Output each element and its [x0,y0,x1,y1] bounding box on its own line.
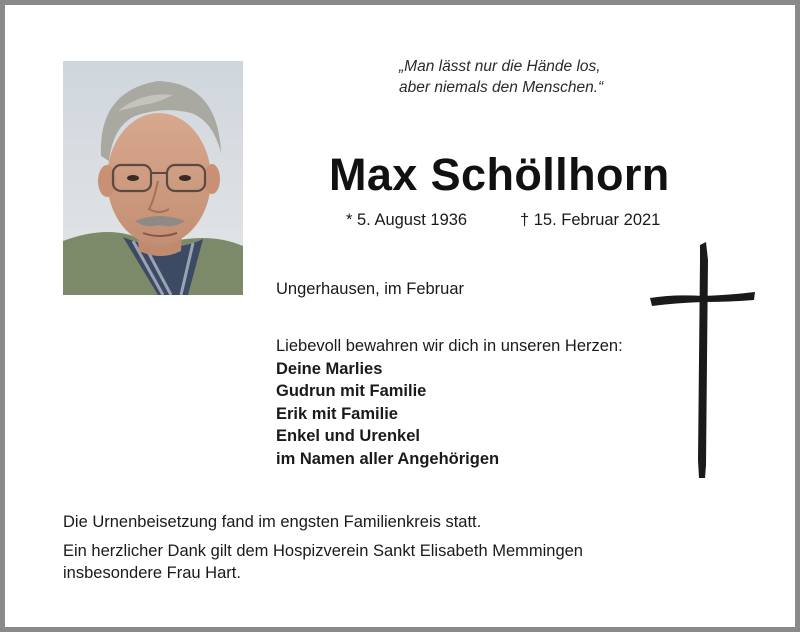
burial-notice: Die Urnenbeisetzung fand im engsten Familienkreis statt. [63,513,482,531]
mourner-name: Deine Marlies [276,359,383,378]
closing-notice [63,511,583,585]
deceased-name: Max Schöllhorn [329,149,670,200]
latin-cross-icon [645,240,760,480]
mourners-intro: Liebevoll bewahren wir dich in unseren Herzen: [276,337,623,355]
quote-line-2: aber niemals den Menschen.“ [399,79,604,96]
mourners-block [276,335,623,470]
memorial-quote [399,56,603,98]
place-and-date: Ungerhausen, im Februar [276,280,465,298]
quote-line-1: „Man lässt nur die Hände los, [399,58,601,75]
death-date: † 15. Februar 2021 [520,211,661,229]
thanks-line-1: Ein herzlicher Dank gilt dem Hospizverein Sankt Elisabeth Memmingen [63,541,583,560]
mourner-name: Erik mit Familie [276,404,398,423]
birth-date: * 5. August 1936 [346,211,468,229]
mourner-name: Gudrun mit Familie [276,382,427,400]
portrait-photo [63,61,243,295]
thanks-line-2: insbesondere Frau Hart. [63,564,241,582]
mourner-name: im Namen aller Angehörigen [276,449,500,468]
mourner-name: Enkel und Urenkel [276,427,420,445]
